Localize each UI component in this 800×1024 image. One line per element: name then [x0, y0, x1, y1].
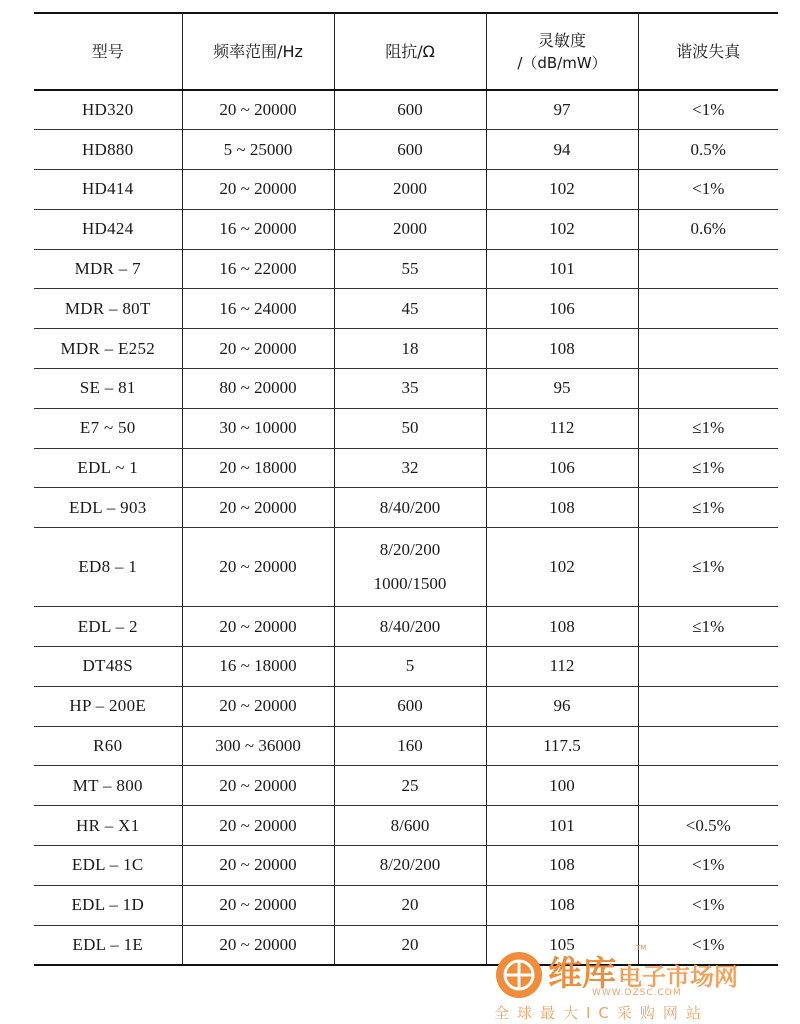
dzsc-slogan: 全球最大IC采购网站	[494, 1004, 709, 1022]
header-frequency-range: 频率范围/Hz	[182, 13, 334, 90]
table-row	[34, 686, 778, 726]
dzsc-brand-main: 维库	[548, 954, 616, 994]
cell-model: E7 ~ 50	[34, 408, 182, 448]
cell-model: HD880	[34, 130, 182, 170]
cell-harmonic-distortion: ≤1%	[638, 607, 778, 647]
cell-frequency-range: 20 ~ 18000	[182, 448, 334, 488]
table-row	[34, 249, 778, 289]
cell-sensitivity: 102	[486, 209, 638, 249]
cell-harmonic-distortion: 0.5%	[638, 130, 778, 170]
header-sensitivity-unit: /（dB/mW）	[517, 53, 607, 72]
cell-frequency-range: 20 ~ 20000	[182, 329, 334, 369]
cell-sensitivity: 96	[486, 686, 638, 726]
cell-frequency-range: 20 ~ 20000	[182, 170, 334, 210]
cell-model: DT48S	[34, 647, 182, 687]
cell-impedance: 45	[334, 289, 486, 329]
cell-harmonic-distortion	[638, 329, 778, 369]
cell-impedance: 18	[334, 329, 486, 369]
cell-frequency-range: 20 ~ 20000	[182, 806, 334, 846]
cell-impedance: 50	[334, 408, 486, 448]
cell-impedance: 600	[334, 90, 486, 130]
cell-harmonic-distortion: ≤1%	[638, 448, 778, 488]
cell-sensitivity: 102	[486, 170, 638, 210]
table-row	[34, 647, 778, 687]
table-row	[34, 408, 778, 448]
cell-model: HR – X1	[34, 806, 182, 846]
cell-frequency-range: 16 ~ 24000	[182, 289, 334, 329]
cell-harmonic-distortion: 0.6%	[638, 209, 778, 249]
table-row	[34, 130, 778, 170]
cell-harmonic-distortion	[638, 289, 778, 329]
cell-model: HP – 200E	[34, 686, 182, 726]
cell-harmonic-distortion: <1%	[638, 846, 778, 886]
table-row	[34, 209, 778, 249]
cell-model: HD320	[34, 90, 182, 130]
cell-impedance: 32	[334, 448, 486, 488]
headphone-spec-table	[34, 12, 778, 966]
table-row	[34, 885, 778, 925]
header-sensitivity-title: 灵敏度	[537, 30, 586, 50]
cell-frequency-range: 20 ~ 20000	[182, 528, 334, 607]
cell-sensitivity: 108	[486, 846, 638, 886]
table-row	[34, 369, 778, 409]
cell-impedance-line-1: 8/20/200	[379, 540, 441, 560]
cell-model: MT – 800	[34, 766, 182, 806]
cell-frequency-range: 20 ~ 20000	[182, 766, 334, 806]
cell-model: HD414	[34, 170, 182, 210]
table-row	[34, 766, 778, 806]
cell-sensitivity: 112	[486, 408, 638, 448]
cell-impedance: 8/40/200	[334, 607, 486, 647]
cell-frequency-range: 300 ~ 36000	[182, 726, 334, 766]
cell-sensitivity: 106	[486, 448, 638, 488]
cell-harmonic-distortion: ≤1%	[638, 488, 778, 528]
cell-harmonic-distortion	[638, 686, 778, 726]
cell-sensitivity: 112	[486, 647, 638, 687]
cell-impedance: 8/40/200	[334, 488, 486, 528]
cell-harmonic-distortion: <1%	[638, 925, 778, 965]
cell-model: EDL – 1D	[34, 885, 182, 925]
cell-model: MDR – 80T	[34, 289, 182, 329]
dzsc-trademark: TM	[636, 944, 647, 952]
cell-frequency-range: 5 ~ 25000	[182, 130, 334, 170]
cell-impedance: 600	[334, 686, 486, 726]
cell-harmonic-distortion	[638, 369, 778, 409]
dzsc-brand-sub: 电子市场网	[618, 963, 738, 991]
cell-harmonic-distortion: <0.5%	[638, 806, 778, 846]
cell-impedance: 20	[334, 925, 486, 965]
cell-model: ED8 – 1	[34, 528, 182, 607]
cell-impedance: 55	[334, 249, 486, 289]
cell-harmonic-distortion	[638, 647, 778, 687]
table-row	[34, 170, 778, 210]
cell-model: SE – 81	[34, 369, 182, 409]
cell-frequency-range: 30 ~ 10000	[182, 408, 334, 448]
cell-frequency-range: 80 ~ 20000	[182, 369, 334, 409]
cell-impedance: 35	[334, 369, 486, 409]
cell-model: EDL – 2	[34, 607, 182, 647]
table-row	[34, 806, 778, 846]
table-body	[34, 90, 778, 965]
table-row	[34, 726, 778, 766]
cell-impedance-line-2: 1000/1500	[373, 574, 447, 594]
cell-frequency-range: 20 ~ 20000	[182, 607, 334, 647]
cell-impedance: 2000	[334, 209, 486, 249]
cell-harmonic-distortion: <1%	[638, 170, 778, 210]
cell-harmonic-distortion	[638, 766, 778, 806]
table-row	[34, 607, 778, 647]
cell-model: EDL – 1C	[34, 846, 182, 886]
table-row	[34, 90, 778, 130]
cell-impedance: 5	[334, 647, 486, 687]
cell-impedance: 8/600	[334, 806, 486, 846]
cell-frequency-range: 20 ~ 20000	[182, 686, 334, 726]
cell-sensitivity: 95	[486, 369, 638, 409]
cell-impedance: 20	[334, 885, 486, 925]
cell-impedance: 8/20/200	[334, 846, 486, 886]
cell-model: EDL ~ 1	[34, 448, 182, 488]
cell-frequency-range: 20 ~ 20000	[182, 925, 334, 965]
table-row	[34, 448, 778, 488]
cell-impedance: 2000	[334, 170, 486, 210]
dzsc-logo-icon	[494, 950, 544, 1000]
cell-model: MDR – 7	[34, 249, 182, 289]
cell-impedance: 600	[334, 130, 486, 170]
cell-harmonic-distortion: ≤1%	[638, 408, 778, 448]
table-header-row	[34, 13, 778, 90]
cell-sensitivity: 94	[486, 130, 638, 170]
table-row	[34, 289, 778, 329]
cell-model: HD424	[34, 209, 182, 249]
cell-harmonic-distortion	[638, 726, 778, 766]
header-harmonic-distortion: 谐波失真	[638, 13, 778, 90]
cell-sensitivity: 102	[486, 528, 638, 607]
cell-harmonic-distortion: <1%	[638, 90, 778, 130]
cell-harmonic-distortion: ≤1%	[638, 528, 778, 607]
cell-sensitivity: 97	[486, 90, 638, 130]
header-sensitivity	[486, 13, 638, 90]
cell-model: MDR – E252	[34, 329, 182, 369]
cell-frequency-range: 20 ~ 20000	[182, 90, 334, 130]
cell-impedance: 25	[334, 766, 486, 806]
cell-sensitivity: 106	[486, 289, 638, 329]
cell-sensitivity: 105	[486, 925, 638, 965]
cell-impedance: 160	[334, 726, 486, 766]
cell-frequency-range: 16 ~ 22000	[182, 249, 334, 289]
cell-sensitivity: 117.5	[486, 726, 638, 766]
cell-sensitivity: 108	[486, 607, 638, 647]
table-row	[34, 846, 778, 886]
cell-sensitivity: 100	[486, 766, 638, 806]
cell-model: EDL – 1E	[34, 925, 182, 965]
cell-impedance	[334, 528, 486, 607]
cell-sensitivity: 108	[486, 885, 638, 925]
dzsc-watermark	[488, 944, 788, 1020]
table-row	[34, 528, 778, 607]
cell-sensitivity: 108	[486, 329, 638, 369]
cell-model: R60	[34, 726, 182, 766]
cell-model: EDL – 903	[34, 488, 182, 528]
cell-sensitivity: 101	[486, 249, 638, 289]
table-row	[34, 329, 778, 369]
dzsc-url: WWW.DZSC.COM	[592, 988, 682, 998]
cell-harmonic-distortion	[638, 249, 778, 289]
table-row	[34, 488, 778, 528]
cell-frequency-range: 16 ~ 20000	[182, 209, 334, 249]
cell-sensitivity: 101	[486, 806, 638, 846]
cell-sensitivity: 108	[486, 488, 638, 528]
cell-frequency-range: 16 ~ 18000	[182, 647, 334, 687]
cell-frequency-range: 20 ~ 20000	[182, 488, 334, 528]
cell-frequency-range: 20 ~ 20000	[182, 846, 334, 886]
header-impedance: 阻抗/Ω	[334, 13, 486, 90]
headphone-spec-table-container	[34, 12, 778, 966]
header-model: 型号	[34, 13, 182, 90]
cell-harmonic-distortion: <1%	[638, 885, 778, 925]
cell-frequency-range: 20 ~ 20000	[182, 885, 334, 925]
